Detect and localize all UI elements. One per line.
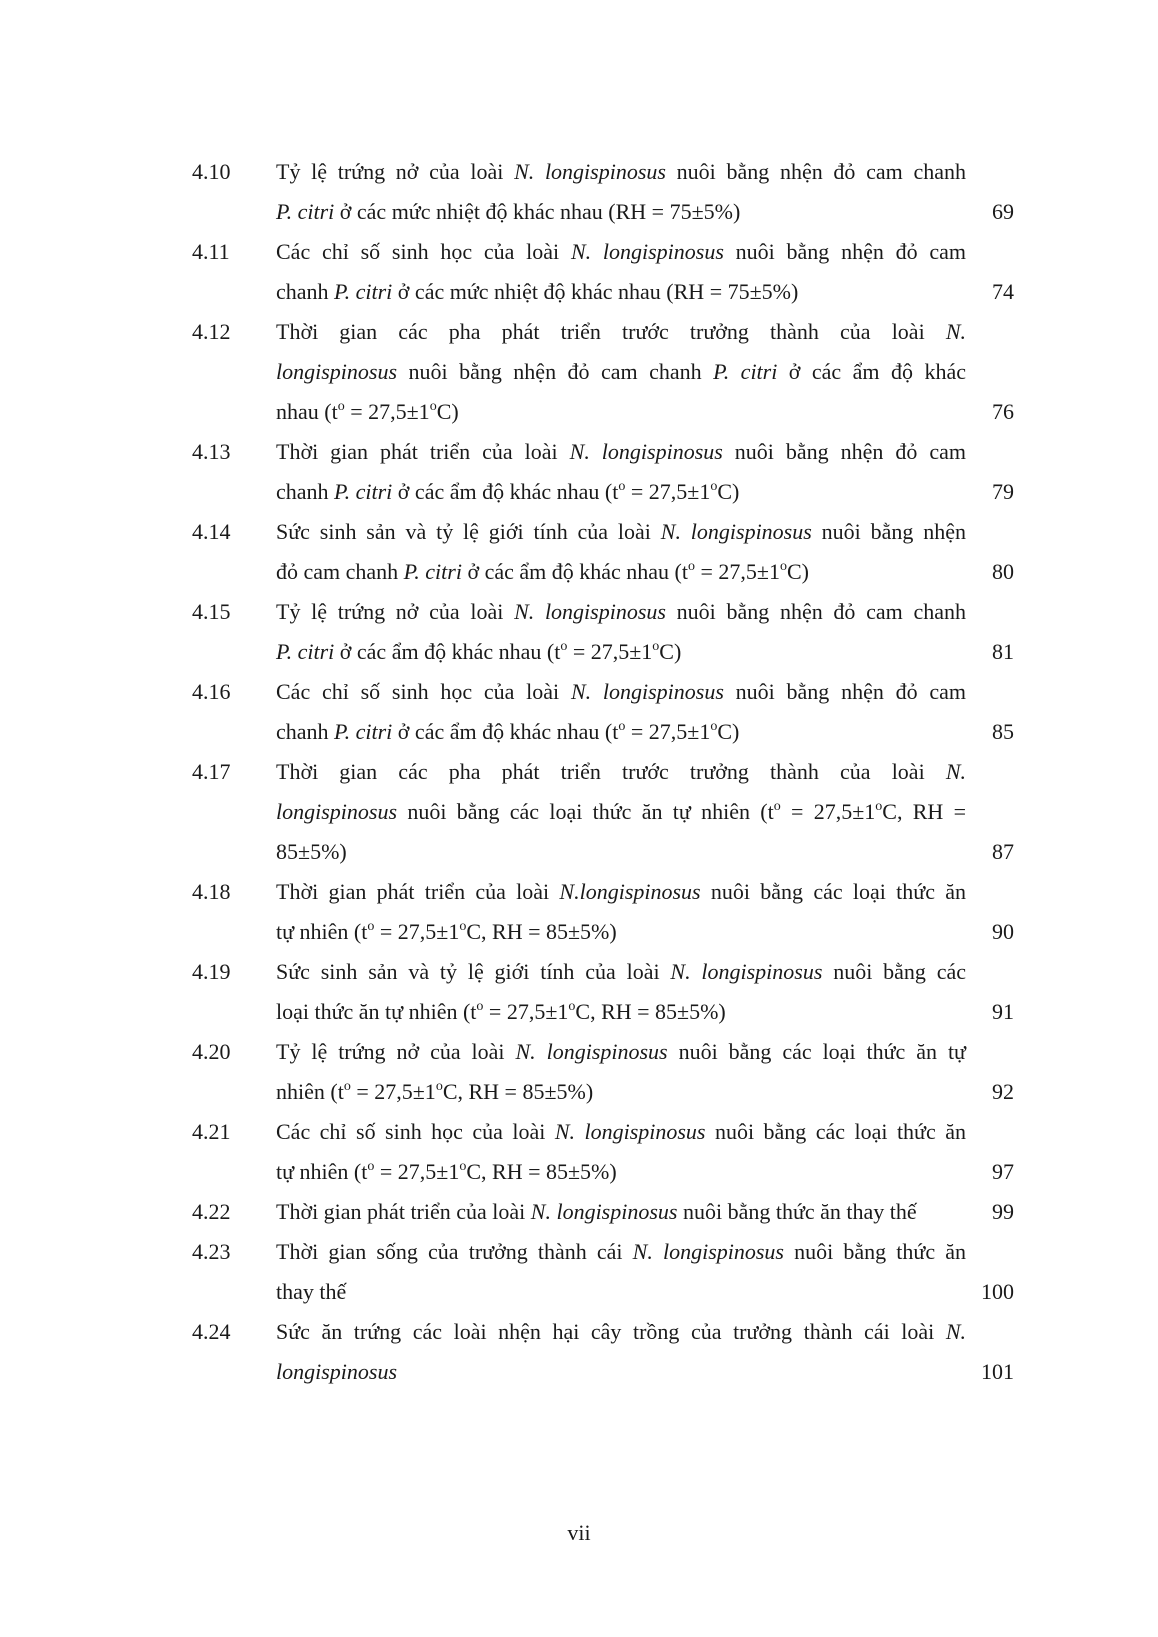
species-name: longispinosus <box>276 1359 398 1384</box>
title-segment: nhiên (t <box>276 1079 344 1104</box>
degree-superscript: o <box>618 719 626 734</box>
title-segment: C) <box>436 399 459 424</box>
title-segment: Sức ăn trứng các loài nhện hại cây trồng của trưởng thành cái loài <box>276 1319 946 1344</box>
entry-line <box>0 272 1158 312</box>
title-segment: chanh <box>276 719 335 744</box>
degree-superscript: o <box>652 639 660 654</box>
page-reference: 90 <box>992 919 1014 944</box>
entry-line <box>0 232 1158 272</box>
degree-superscript: o <box>568 999 576 1014</box>
title-segment: nuôi bằng nhện đỏ cam chanh <box>665 599 966 624</box>
entry-title-text <box>276 672 966 712</box>
title-segment: = 27,5±1 <box>625 719 711 744</box>
title-segment: = 27,5±1 <box>374 919 460 944</box>
table-number: 4.12 <box>192 319 231 344</box>
title-segment: Thời gian phát triển của loài <box>276 439 570 464</box>
entry-title-text <box>276 152 966 192</box>
title-segment: Thời gian phát triển của loài <box>276 1199 531 1224</box>
table-entry <box>0 232 1158 312</box>
title-segment: nuôi bằng nhện <box>811 519 966 544</box>
title-segment: ở các ẩm độ khác nhau (t <box>334 639 561 664</box>
entry-title-text <box>276 952 966 992</box>
title-segment: Các chỉ số sinh học của loài <box>276 239 571 264</box>
entry-title-text <box>276 832 966 872</box>
entry-line <box>0 512 1158 552</box>
title-segment: = 27,5±1 <box>625 479 711 504</box>
entry-line <box>0 792 1158 832</box>
entry-line <box>0 392 1158 432</box>
species-name: longispinosus <box>276 799 398 824</box>
species-name: P. citri <box>403 559 462 584</box>
table-number: 4.23 <box>192 1239 231 1264</box>
page-reference: 92 <box>992 1079 1014 1104</box>
title-segment: Thời gian các pha phát triển trước trưởng thành của loài <box>276 319 946 344</box>
entry-line <box>0 672 1158 712</box>
table-entry <box>0 672 1158 752</box>
entry-line <box>0 592 1158 632</box>
title-segment: loại thức ăn tự nhiên (t <box>276 999 477 1024</box>
title-segment: ở các mức nhiệt độ khác nhau (RH = 75±5%) <box>334 199 741 224</box>
title-segment: = 27,5±1 <box>694 559 780 584</box>
title-segment: nuôi bằng các loại thức ăn tự nhiên (t <box>397 799 774 824</box>
title-segment: nuôi bằng thức ăn <box>784 1239 966 1264</box>
title-segment: C, RH = 85±5%) <box>442 1079 594 1104</box>
entry-line <box>0 1352 1158 1392</box>
degree-superscript: o <box>779 559 787 574</box>
title-segment: 85±5%) <box>276 839 347 864</box>
entry-title-text <box>276 192 966 232</box>
entry-line <box>0 952 1158 992</box>
species-name: N.longispinosus <box>559 879 701 904</box>
entry-title-text <box>276 552 966 592</box>
title-segment: = 27,5±1 <box>567 639 653 664</box>
degree-superscript: o <box>459 1159 467 1174</box>
degree-superscript: o <box>459 919 467 934</box>
entry-title-text <box>276 712 966 752</box>
page-reference: 76 <box>992 399 1014 424</box>
page-reference: 80 <box>992 559 1014 584</box>
entry-line <box>0 432 1158 472</box>
entry-line <box>0 312 1158 352</box>
title-segment: chanh <box>276 279 335 304</box>
title-segment: nuôi bằng các loại thức ăn tự <box>667 1039 966 1064</box>
degree-superscript: o <box>687 559 695 574</box>
title-segment: Tỷ lệ trứng nở của loài <box>276 599 515 624</box>
degree-superscript: o <box>429 399 437 414</box>
entry-title-text <box>276 632 966 672</box>
page-reference: 69 <box>992 199 1014 224</box>
species-name: P. citri <box>713 359 778 384</box>
entry-line <box>0 1312 1158 1352</box>
title-segment: Các chỉ số sinh học của loài <box>276 1119 555 1144</box>
species-name: P. citri <box>334 279 393 304</box>
degree-superscript: o <box>875 799 883 814</box>
entry-line <box>0 1112 1158 1152</box>
table-entry <box>0 592 1158 672</box>
table-entry <box>0 1112 1158 1192</box>
entry-title-text <box>276 272 966 312</box>
table-number: 4.20 <box>192 1039 231 1064</box>
entry-line <box>0 712 1158 752</box>
page-reference: 101 <box>981 1359 1014 1384</box>
species-name: N. longispinosus <box>514 599 666 624</box>
species-name: P. citri <box>276 639 335 664</box>
page-reference: 97 <box>992 1159 1014 1184</box>
species-name: N. longispinosus <box>570 239 724 264</box>
page-reference: 81 <box>992 639 1014 664</box>
title-segment: nhau (t <box>276 399 338 424</box>
table-number: 4.10 <box>192 159 231 184</box>
entry-title-text <box>276 1352 966 1392</box>
page-reference: 79 <box>992 479 1014 504</box>
species-name: P. citri <box>334 719 393 744</box>
entry-title-text <box>276 592 966 632</box>
page-reference: 91 <box>992 999 1014 1024</box>
title-segment: nuôi bằng các <box>822 959 967 984</box>
table-entry <box>0 1312 1158 1392</box>
title-segment: = 27,5±1 <box>374 1159 460 1184</box>
table-entry <box>0 152 1158 232</box>
entry-title-text <box>276 992 966 1032</box>
entry-title-text <box>276 232 966 272</box>
table-number: 4.21 <box>192 1119 231 1144</box>
entry-title-text <box>276 1032 966 1072</box>
entry-line <box>0 632 1158 672</box>
entry-title-text <box>276 792 966 832</box>
table-number: 4.15 <box>192 599 231 624</box>
entry-title-text <box>276 752 966 792</box>
page-reference: 87 <box>992 839 1014 864</box>
title-segment: nuôi bằng nhện đỏ cam <box>722 439 966 464</box>
entry-title-text <box>276 1152 966 1192</box>
title-segment: ở các ẩm độ khác <box>777 359 967 384</box>
table-number: 4.14 <box>192 519 231 544</box>
entry-title-text <box>276 1232 966 1272</box>
page-number: vii <box>567 1520 591 1545</box>
table-entry <box>0 1192 1158 1232</box>
species-name: N. longispinosus <box>632 1239 784 1264</box>
title-segment: tự nhiên (t <box>276 919 368 944</box>
table-entry <box>0 1032 1158 1112</box>
degree-superscript: o <box>343 1079 351 1094</box>
degree-superscript: o <box>337 399 345 414</box>
entry-line <box>0 872 1158 912</box>
title-segment: thay thế <box>276 1279 347 1304</box>
title-segment: C, RH = 85±5%) <box>466 919 617 944</box>
entry-line <box>0 352 1158 392</box>
degree-superscript: o <box>710 719 718 734</box>
degree-superscript: o <box>367 919 375 934</box>
title-segment: = 27,5±1 <box>344 399 430 424</box>
entry-line <box>0 912 1158 952</box>
entry-title-text <box>276 1312 966 1352</box>
entry-title-text <box>276 472 966 512</box>
entry-line <box>0 152 1158 192</box>
entry-title-text <box>276 912 966 952</box>
title-segment: nuôi bằng nhện đỏ cam chanh <box>665 159 966 184</box>
title-segment: = 27,5±1 <box>350 1079 436 1104</box>
title-segment: nuôi bằng nhện đỏ cam <box>723 679 966 704</box>
title-segment: C) <box>717 479 740 504</box>
species-name: N. longispinosus <box>660 519 812 544</box>
entry-line <box>0 832 1158 872</box>
species-name: longispinosus <box>276 359 398 384</box>
title-segment: C) <box>786 559 809 584</box>
degree-superscript: o <box>618 479 626 494</box>
table-entry <box>0 1232 1158 1312</box>
title-segment: C, RH = 85±5%) <box>575 999 726 1024</box>
entry-title-text <box>276 1112 966 1152</box>
entry-line <box>0 472 1158 512</box>
title-segment: = 27,5±1 <box>780 799 876 824</box>
title-segment: ở các ẩm độ khác nhau (t <box>392 719 619 744</box>
table-number: 4.13 <box>192 439 231 464</box>
entry-line <box>0 192 1158 232</box>
species-name: P. citri <box>276 199 335 224</box>
entry-line <box>0 1152 1158 1192</box>
entry-title-text <box>276 1272 966 1312</box>
page-reference: 74 <box>992 279 1014 304</box>
table-number: 4.19 <box>192 959 231 984</box>
degree-superscript: o <box>476 999 484 1014</box>
title-segment: ở các mức nhiệt độ khác nhau (RH = 75±5%) <box>392 279 799 304</box>
entry-title-text <box>276 352 966 392</box>
page-reference: 99 <box>992 1199 1014 1224</box>
page-reference: 85 <box>992 719 1014 744</box>
degree-superscript: o <box>367 1159 375 1174</box>
title-segment: Thời gian các pha phát triển trước trưởng thành của loài <box>276 759 946 784</box>
entry-title-text <box>276 1192 966 1232</box>
entry-title-text <box>276 512 966 552</box>
title-segment: Thời gian sống của trưởng thành cái <box>276 1239 633 1264</box>
title-segment: C) <box>659 639 682 664</box>
title-segment: nuôi bằng nhện đỏ cam chanh <box>397 359 714 384</box>
species-name: N. longispinosus <box>554 1119 706 1144</box>
table-number: 4.24 <box>192 1319 231 1344</box>
title-segment: nuôi bằng nhện đỏ cam <box>723 239 966 264</box>
title-segment: đỏ cam chanh <box>276 559 404 584</box>
species-name: P. citri <box>334 479 393 504</box>
species-name: N. <box>945 1319 966 1344</box>
title-segment: Tỷ lệ trứng nở của loài <box>276 1039 516 1064</box>
table-number: 4.22 <box>192 1199 231 1224</box>
title-segment: = 27,5±1 <box>483 999 569 1024</box>
title-segment: Sức sinh sản và tỷ lệ giới tính của loài <box>276 959 671 984</box>
species-name: N. longispinosus <box>570 679 724 704</box>
entry-title-text <box>276 312 966 352</box>
table-number: 4.18 <box>192 879 231 904</box>
title-segment: chanh <box>276 479 335 504</box>
degree-superscript: o <box>773 799 781 814</box>
table-entry <box>0 872 1158 952</box>
title-segment: nuôi bằng các loại thức ăn <box>700 879 966 904</box>
title-segment: ở các ẩm độ khác nhau (t <box>461 559 688 584</box>
table-number: 4.17 <box>192 759 231 784</box>
table-entry <box>0 312 1158 432</box>
table-entry <box>0 952 1158 1032</box>
entry-line <box>0 1192 1158 1232</box>
title-segment: C, RH = 85±5%) <box>466 1159 617 1184</box>
degree-superscript: o <box>560 639 568 654</box>
entry-line <box>0 552 1158 592</box>
table-entry <box>0 432 1158 512</box>
degree-superscript: o <box>710 479 718 494</box>
title-segment: C) <box>717 719 740 744</box>
title-segment: C, RH = <box>882 799 967 824</box>
species-name: N. longispinosus <box>514 159 666 184</box>
entry-title-text <box>276 432 966 472</box>
species-name: N. <box>945 319 966 344</box>
table-number: 4.11 <box>192 239 230 264</box>
entry-line <box>0 1272 1158 1312</box>
title-segment: Sức sinh sản và tỷ lệ giới tính của loài <box>276 519 661 544</box>
species-name: N. longispinosus <box>530 1199 678 1224</box>
table-list <box>0 152 1158 1392</box>
title-segment: nuôi bằng thức ăn thay thế <box>677 1199 917 1224</box>
table-entry <box>0 752 1158 872</box>
page-reference: 100 <box>981 1279 1014 1304</box>
table-entry <box>0 512 1158 592</box>
entry-line <box>0 992 1158 1032</box>
species-name: N. longispinosus <box>670 959 823 984</box>
entry-line <box>0 752 1158 792</box>
species-name: N. longispinosus <box>515 1039 668 1064</box>
entry-title-text <box>276 392 966 432</box>
title-segment: Các chỉ số sinh học của loài <box>276 679 571 704</box>
title-segment: Tỷ lệ trứng nở của loài <box>276 159 515 184</box>
degree-superscript: o <box>435 1079 443 1094</box>
table-number: 4.16 <box>192 679 231 704</box>
entry-title-text <box>276 1072 966 1112</box>
entry-line <box>0 1232 1158 1272</box>
title-segment: nuôi bằng các loại thức ăn <box>705 1119 966 1144</box>
entry-line <box>0 1032 1158 1072</box>
entry-title-text <box>276 872 966 912</box>
species-name: N. longispinosus <box>569 439 723 464</box>
title-segment: tự nhiên (t <box>276 1159 368 1184</box>
title-segment: ở các ẩm độ khác nhau (t <box>392 479 619 504</box>
species-name: N. <box>945 759 966 784</box>
entry-line <box>0 1072 1158 1112</box>
title-segment: Thời gian phát triển của loài <box>276 879 560 904</box>
